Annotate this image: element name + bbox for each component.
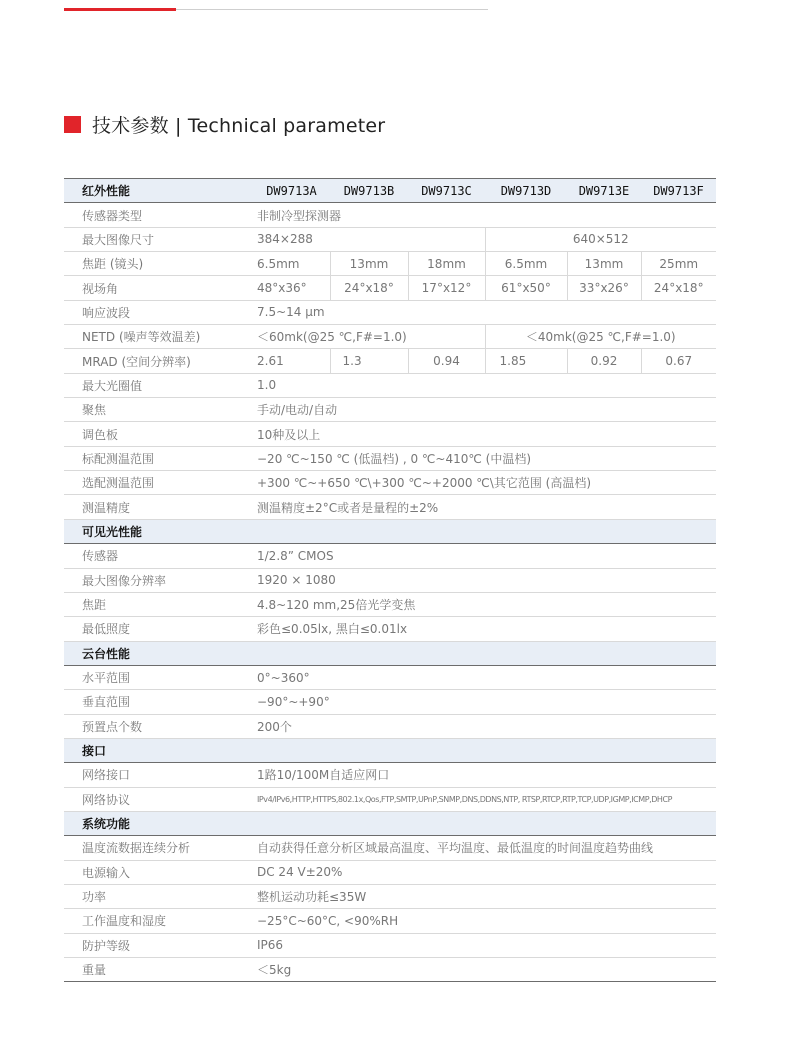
row-value: 61°x50° — [485, 276, 567, 300]
model-header: DW9713C — [408, 179, 485, 203]
row-label: 响应波段 — [64, 300, 253, 324]
section-header-interface — [64, 738, 716, 762]
section-header-infrared — [64, 179, 716, 203]
table-row — [64, 690, 716, 714]
table-row — [64, 909, 716, 933]
row-label: 选配测温范围 — [64, 471, 253, 495]
row-value: 640×512 — [485, 227, 716, 251]
row-value: 24°x18° — [330, 276, 408, 300]
row-label: 传感器 — [64, 544, 253, 568]
row-value: 33°x26° — [567, 276, 641, 300]
table-row — [64, 203, 716, 227]
row-value: 手动/电动/自动 — [253, 398, 716, 422]
table-row — [64, 714, 716, 738]
row-label: 传感器类型 — [64, 203, 253, 227]
row-label: 网络协议 — [64, 787, 253, 811]
row-value: 6.5mm — [485, 252, 567, 276]
row-label: 最大图像尺寸 — [64, 227, 253, 251]
row-label: 预置点个数 — [64, 714, 253, 738]
row-value: ＜5kg — [253, 958, 716, 982]
section-title: 接口 — [64, 738, 716, 762]
row-value: 10种及以上 — [253, 422, 716, 446]
table-row — [64, 958, 716, 982]
row-value: 自动获得任意分析区域最高温度、平均温度、最低温度的时间温度趋势曲线 — [253, 836, 716, 860]
row-value: 13mm — [567, 252, 641, 276]
row-value: +300 ℃~+650 ℃\+300 ℃~+2000 ℃\其它范围 (高温档) — [253, 471, 716, 495]
row-value: 7.5~14 μm — [253, 300, 716, 324]
row-value: IPv4/IPv6,HTTP,HTTPS,802.1x,Qos,FTP,SMTP,UPnP,SNMP,DNS,DDNS,NTP, RTSP,RTCP,RTP,TCP,UDP,IGMP,ICMP,DHCP — [253, 787, 716, 811]
row-label: 最大图像分辨率 — [64, 568, 253, 592]
row-value: 25mm — [641, 252, 716, 276]
row-label: 调色板 — [64, 422, 253, 446]
table-row — [64, 860, 716, 884]
table-row — [64, 933, 716, 957]
row-value: 0.94 — [408, 349, 485, 373]
table-row — [64, 300, 716, 324]
row-value: 17°x12° — [408, 276, 485, 300]
row-value: ＜40mk(@25 ℃,F#=1.0) — [485, 325, 716, 349]
model-header: DW9713F — [641, 179, 716, 203]
model-header: DW9713A — [253, 179, 330, 203]
row-label: 视场角 — [64, 276, 253, 300]
row-label: 焦距 (镜头) — [64, 252, 253, 276]
row-value: 2.61 — [253, 349, 330, 373]
row-value: 384×288 — [253, 227, 485, 251]
model-header: DW9713E — [567, 179, 641, 203]
row-label: NETD (噪声等效温差) — [64, 325, 253, 349]
row-label: 功率 — [64, 884, 253, 908]
row-value: 0.92 — [567, 349, 641, 373]
section-title: 云台性能 — [64, 641, 716, 665]
row-label: 工作温度和湿度 — [64, 909, 253, 933]
row-label: 水平范围 — [64, 665, 253, 689]
row-label: 垂直范围 — [64, 690, 253, 714]
row-label: 焦距 — [64, 592, 253, 616]
row-value: 整机运动功耗≤35W — [253, 884, 716, 908]
table-row — [64, 836, 716, 860]
row-label: 防护等级 — [64, 933, 253, 957]
table-row — [64, 325, 716, 349]
table-row — [64, 884, 716, 908]
row-label: 标配测温范围 — [64, 446, 253, 470]
row-value: 彩色≤0.05lx, 黑白≤0.01lx — [253, 617, 716, 641]
section-title: 红外性能 — [64, 179, 253, 203]
table-row — [64, 349, 716, 373]
row-value: 6.5mm — [253, 252, 330, 276]
row-label: 温度流数据连续分析 — [64, 836, 253, 860]
row-value: 4.8~120 mm,25倍光学变焦 — [253, 592, 716, 616]
section-title: 可见光性能 — [64, 519, 716, 543]
heading-title: 技术参数 | Technical parameter — [92, 114, 386, 137]
row-value: 48°x36° — [253, 276, 330, 300]
row-label: 电源输入 — [64, 860, 253, 884]
row-value: ＜60mk(@25 ℃,F#=1.0) — [253, 325, 485, 349]
row-value: 非制冷型探测器 — [253, 203, 716, 227]
row-label: 重量 — [64, 958, 253, 982]
row-label: 最低照度 — [64, 617, 253, 641]
row-value: 1路10/100M自适应网口 — [253, 763, 716, 787]
section-heading — [64, 112, 385, 136]
table-row — [64, 617, 716, 641]
row-label: 聚焦 — [64, 398, 253, 422]
row-value: −20 ℃~150 ℃ (低温档) , 0 ℃~410℃ (中温档) — [253, 446, 716, 470]
row-value: 13mm — [330, 252, 408, 276]
model-header: DW9713D — [485, 179, 567, 203]
row-label: 测温精度 — [64, 495, 253, 519]
top-accent-bar — [64, 8, 176, 11]
row-value: 1920 × 1080 — [253, 568, 716, 592]
row-value: −25°C~60°C, <90%RH — [253, 909, 716, 933]
section-header-ptz — [64, 641, 716, 665]
section-header-system — [64, 811, 716, 835]
table-row — [64, 276, 716, 300]
table-row — [64, 471, 716, 495]
table-row — [64, 446, 716, 470]
table-row — [64, 373, 716, 397]
spec-table — [64, 178, 716, 982]
section-header-visible — [64, 519, 716, 543]
row-value: DC 24 V±20% — [253, 860, 716, 884]
table-row — [64, 227, 716, 251]
table-row — [64, 763, 716, 787]
row-value: 测温精度±2°C或者是量程的±2% — [253, 495, 716, 519]
row-value: IP66 — [253, 933, 716, 957]
table-row — [64, 544, 716, 568]
row-value: 24°x18° — [641, 276, 716, 300]
table-row — [64, 495, 716, 519]
row-value: 0.67 — [641, 349, 716, 373]
table-row — [64, 787, 716, 811]
row-label: MRAD (空间分辨率) — [64, 349, 253, 373]
row-label: 最大光圈值 — [64, 373, 253, 397]
table-row — [64, 252, 716, 276]
red-square-icon — [64, 116, 81, 133]
row-value: 0°~360° — [253, 665, 716, 689]
table-row — [64, 568, 716, 592]
table-row — [64, 665, 716, 689]
model-header: DW9713B — [330, 179, 408, 203]
row-value: 200个 — [253, 714, 716, 738]
row-value: 1.0 — [253, 373, 716, 397]
row-value: 1.3 — [330, 349, 408, 373]
table-row — [64, 422, 716, 446]
row-value: 18mm — [408, 252, 485, 276]
row-value: −90°~+90° — [253, 690, 716, 714]
row-value: 1/2.8” CMOS — [253, 544, 716, 568]
row-value: 1.85 — [485, 349, 567, 373]
table-row — [64, 592, 716, 616]
row-label: 网络接口 — [64, 763, 253, 787]
section-title: 系统功能 — [64, 811, 716, 835]
table-row — [64, 398, 716, 422]
